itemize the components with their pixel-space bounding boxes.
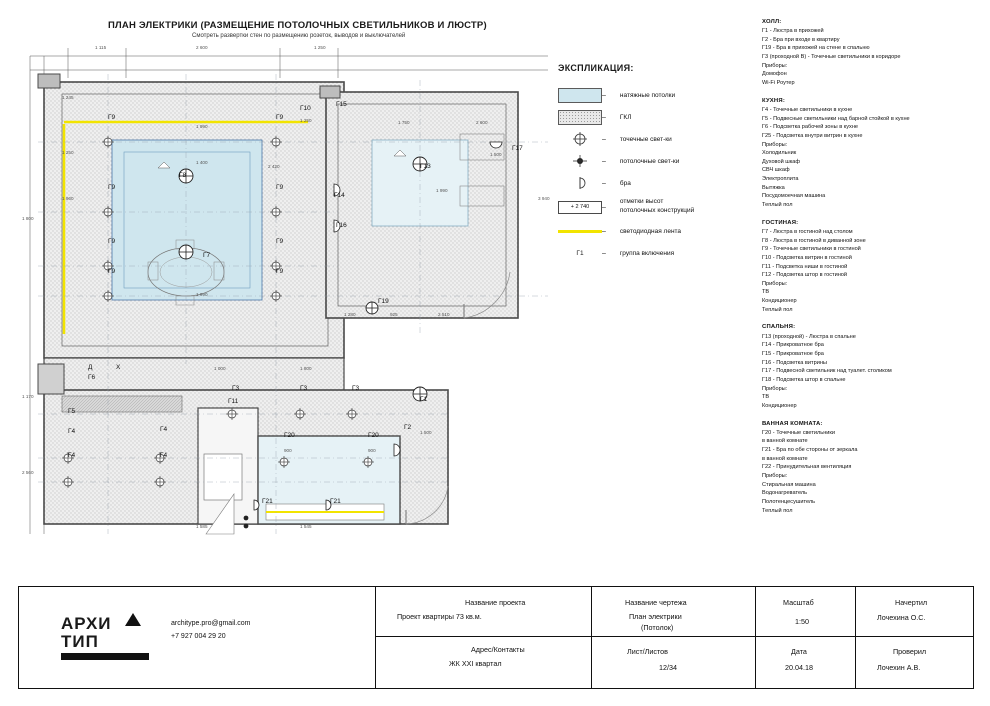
plan-dimension-value: 1 500 bbox=[490, 152, 502, 157]
height-mark-icon bbox=[558, 201, 602, 214]
spec-line: Г22 - Принудительная вентиляция bbox=[762, 464, 852, 471]
spec-line: Г10 - Подсветка витрин в гостиной bbox=[762, 254, 852, 261]
address-label: Адрес/Контакты bbox=[471, 645, 525, 654]
scale-label: Масштаб bbox=[783, 598, 814, 607]
plan-group-label: Г14 bbox=[334, 192, 345, 199]
legend-row-sconce: – бра bbox=[558, 172, 788, 194]
plan-group-label: Г3 bbox=[232, 385, 240, 392]
logo-line-1: АРХИ bbox=[61, 614, 112, 633]
ceiling-light-icon bbox=[558, 155, 602, 168]
drawn-label: Начертил bbox=[895, 598, 928, 607]
spec-line: Теплый пол bbox=[762, 306, 793, 313]
logo-triangle-icon bbox=[125, 613, 141, 626]
stretch-ceiling-swatch-icon bbox=[558, 89, 602, 102]
spec-line: Приборы: bbox=[762, 280, 788, 287]
project-label: Название проекта bbox=[465, 598, 526, 607]
plan-group-label: Г21 bbox=[262, 498, 273, 505]
spec-line: СВЧ шкаф bbox=[762, 167, 790, 174]
checked-value: Лочехин А.В. bbox=[877, 663, 921, 672]
sheets-label: Лист/Листов bbox=[627, 647, 668, 656]
plan-dimension-value: 1 990 bbox=[196, 292, 208, 297]
spec-line: Г2 - Бра при входе в квартиру bbox=[762, 36, 840, 43]
plan-group-label: Г6 bbox=[88, 374, 96, 381]
plan-group-label: Г3 bbox=[352, 385, 360, 392]
spec-line: Г21 - Бра по обе стороны от зеркала bbox=[762, 446, 858, 453]
plan-dimension-value: 2 600 bbox=[476, 120, 488, 125]
group-label-icon bbox=[558, 247, 602, 260]
spec-line: Г20 - Точечные светильники bbox=[762, 429, 835, 436]
plan-group-label: Г9 bbox=[276, 268, 284, 275]
plan-dimension-value: 1 170 bbox=[22, 394, 34, 399]
logo bbox=[41, 601, 151, 671]
plan-dimension-value: 1 400 bbox=[196, 160, 208, 165]
spec-line: Г17 - Подвесной светильник над туалет. столиком bbox=[762, 368, 892, 375]
plan-dimension-value: 1 500 bbox=[420, 430, 432, 435]
plan-dimension-value: 2 420 bbox=[268, 164, 280, 169]
legend-title: ЭКСПЛИКАЦИЯ: bbox=[558, 63, 634, 73]
contact-phone: +7 927 004 29 20 bbox=[171, 633, 226, 641]
spec-section bbox=[762, 323, 988, 410]
plan-group-label: Г2 bbox=[404, 424, 412, 431]
spec-line: Г9 - Точечные светильники в гостиной bbox=[762, 246, 861, 253]
spec-line: Духовой шкаф bbox=[762, 158, 801, 165]
plan-group-label: Г4 bbox=[160, 426, 168, 433]
spec-line: Г5 - Подвесные светильники над барной стойкой в кухне bbox=[762, 115, 910, 122]
sheet-name-value-2: (Потолок) bbox=[641, 623, 674, 632]
spec-line: Г19 - Бра в прихожей на стене в спальню bbox=[762, 45, 870, 52]
spec-line: Г6 - Подсветка рабочей зоны в кухне bbox=[762, 124, 859, 131]
spec-line: Стиральная машина bbox=[762, 481, 816, 488]
spec-line: Г15 - Прикроватное бра bbox=[762, 350, 824, 357]
plan-dimension-value: 3 940 bbox=[538, 196, 550, 201]
spec-line: Г11 - Подсветка ниши в гостиной bbox=[762, 263, 848, 270]
legend-label: отметки высот потолочных конструкций bbox=[619, 198, 695, 214]
plan-dimension-value: 925 bbox=[390, 312, 398, 317]
legend-row-stretch-ceiling: – натяжные потолки bbox=[558, 84, 788, 106]
spec-section-title: КУХНЯ: bbox=[762, 97, 785, 104]
spec-section-title: ВАННАЯ КОМНАТА: bbox=[762, 420, 823, 427]
spec-line: Г18 - Подсветка штор в спальне bbox=[762, 376, 846, 383]
contact-email: architype.pro@gmail.com bbox=[171, 620, 251, 627]
floor-plan bbox=[8, 34, 564, 580]
spec-line: Электроплита bbox=[762, 176, 799, 183]
legend-label: натяжные потолки bbox=[619, 91, 676, 99]
spec-line: Г12 - Подсветка штор в гостиной bbox=[762, 272, 848, 279]
gkl-swatch-icon bbox=[558, 111, 602, 124]
spec-line: Г4 - Точечные светильники в кухне bbox=[762, 106, 853, 113]
plan-dimension-value: 2 560 bbox=[22, 470, 34, 475]
logo-line-2: ТИП bbox=[61, 631, 99, 651]
legend-row-group: Г1 – группа включения bbox=[558, 242, 788, 264]
plan-group-label: Г10 bbox=[300, 105, 311, 112]
plan-dimension-value: 900 bbox=[368, 448, 376, 453]
spec-line: Полотенцесушитель bbox=[762, 498, 816, 505]
spec-line: Водонагреватель bbox=[762, 490, 808, 497]
plan-dimension-value: 2 510 bbox=[438, 312, 450, 317]
plan-group-label: Г9 bbox=[276, 238, 284, 245]
plan-dimension-value: 1 250 bbox=[62, 150, 74, 155]
legend-label: ГКЛ bbox=[619, 113, 632, 121]
spec-line: Приборы: bbox=[762, 141, 788, 148]
plan-group-label: Д bbox=[88, 364, 93, 371]
plan-group-label: Г4 bbox=[68, 428, 76, 435]
plan-dimension-value: 1 750 bbox=[398, 120, 410, 125]
spec-line: Домофон bbox=[762, 71, 787, 78]
plan-dimension-value: 1 280 bbox=[344, 312, 356, 317]
plan-dimension-value: 2 600 bbox=[196, 45, 208, 50]
legend-label: группа включения bbox=[619, 249, 675, 257]
spec-line: Г7 - Люстра в гостиной над столом bbox=[762, 228, 853, 235]
spec-section-title: ХОЛЛ: bbox=[762, 19, 782, 25]
title-block bbox=[18, 586, 974, 689]
plan-dimension-value: 1 000 bbox=[214, 366, 226, 371]
plan-group-label: Г8 bbox=[179, 172, 187, 179]
plan-group-label: Г16 bbox=[336, 222, 347, 229]
plan-dimension-value: 1 245 bbox=[62, 95, 74, 100]
plan-group-label: Г9 bbox=[276, 114, 284, 121]
legend-row-spot-light: – точечные свет-ки bbox=[558, 128, 788, 150]
plan-dimension-value: 1 115 bbox=[95, 45, 107, 50]
legend-row-height-mark: + 2 740 – отметки высот потолочных конструкций bbox=[558, 194, 788, 220]
specification-list bbox=[762, 18, 988, 524]
spec-line: Теплый пол bbox=[762, 202, 793, 209]
spec-line: Кондиционер bbox=[762, 298, 797, 305]
checked-label: Проверил bbox=[893, 647, 927, 656]
plan-group-label: Г20 bbox=[284, 432, 295, 439]
plan-group-label: Г20 bbox=[368, 432, 379, 439]
spec-section bbox=[762, 219, 988, 315]
spec-line: ТВ bbox=[762, 394, 770, 401]
legend-row-gkl: – ГКЛ bbox=[558, 106, 788, 128]
logo-bar-icon bbox=[61, 653, 149, 660]
sheet-name-label: Название чертежа bbox=[625, 598, 687, 607]
spec-section bbox=[762, 97, 988, 210]
plan-dimension-value: 1 250 bbox=[300, 118, 312, 123]
spec-section-title: СПАЛЬНЯ: bbox=[762, 324, 796, 331]
spec-line: Г16 - Подсветка витрины bbox=[762, 359, 827, 366]
sconce-icon bbox=[558, 177, 602, 190]
plan-dimension-value: 1 250 bbox=[314, 45, 326, 50]
spec-line: Холодильник bbox=[762, 150, 797, 157]
legend-row-ceiling-light: – потолочные свет-ки bbox=[558, 150, 788, 172]
scale-value: 1:50 bbox=[795, 617, 809, 626]
plan-group-label: Г7 bbox=[203, 252, 211, 259]
legend-label: потолочные свет-ки bbox=[619, 157, 680, 165]
plan-group-label: Г11 bbox=[228, 398, 239, 405]
spec-line: в ванной комнате bbox=[762, 438, 808, 445]
plan-group-label: Г21 bbox=[330, 498, 341, 505]
height-mark-value: + 2 740 bbox=[558, 201, 602, 214]
group-label-value: Г1 bbox=[576, 249, 584, 257]
spec-line: ТВ bbox=[762, 289, 770, 296]
plan-dimension-value: 1 545 bbox=[300, 524, 312, 529]
spec-section bbox=[762, 420, 988, 516]
plan-group-label: Г15 bbox=[336, 101, 347, 108]
plan-group-label: Г19 bbox=[378, 298, 389, 305]
plan-group-label: Г9 bbox=[108, 268, 116, 275]
legend bbox=[558, 84, 788, 264]
spec-section-title: ГОСТИНАЯ: bbox=[762, 219, 799, 226]
spec-line: Г1 - Люстра в прихожей bbox=[762, 28, 824, 35]
spec-line: Посудомоечная машина bbox=[762, 193, 826, 200]
plan-dimension-value: 1 960 bbox=[62, 196, 74, 201]
plan-group-label: Г13 bbox=[420, 163, 431, 170]
plan-dimension-value: 1 800 bbox=[300, 366, 312, 371]
sheet-name-value-1: План электрики bbox=[629, 612, 682, 621]
spec-line: Г3 (проходной В) - Точечные светильники в коридоре bbox=[762, 54, 901, 61]
spec-line: Приборы: bbox=[762, 62, 788, 69]
legend-label: бра bbox=[619, 179, 631, 187]
plan-group-label: Г1 bbox=[420, 396, 428, 403]
plan-group-label: Г17 bbox=[512, 145, 523, 152]
spec-line: Теплый пол bbox=[762, 507, 793, 514]
plan-group-label: Г5 bbox=[68, 408, 76, 415]
contact-info bbox=[171, 617, 250, 644]
led-strip-swatch-icon bbox=[558, 225, 602, 238]
plan-group-label: Х bbox=[116, 364, 121, 371]
plan-dimension-value: 900 bbox=[284, 448, 292, 453]
spec-line: Приборы: bbox=[762, 472, 788, 479]
plan-dimension-value: 1 585 bbox=[196, 524, 208, 529]
spec-line: Кондиционер bbox=[762, 402, 797, 409]
sheets-value: 12/34 bbox=[659, 663, 677, 672]
spec-line: Г13 (проходной) - Люстра в спальне bbox=[762, 333, 856, 340]
page-subtitle: Смотреть развертки стен по размещению розеток, выводов и выключателей bbox=[192, 33, 406, 39]
plan-group-label: Г4 bbox=[68, 452, 76, 459]
plan-dimension-value: 1 990 bbox=[196, 124, 208, 129]
legend-label: светодиодная лента bbox=[619, 227, 682, 235]
project-value: Проект квартиры 73 кв.м. bbox=[397, 612, 482, 621]
plan-group-label: Г9 bbox=[108, 184, 116, 191]
plan-dimension-value: 1 990 bbox=[436, 188, 448, 193]
plan-group-label: Г9 bbox=[108, 238, 116, 245]
spec-line: в ванной комнате bbox=[762, 455, 808, 462]
plan-group-label: Г3 bbox=[300, 385, 308, 392]
legend-row-led-strip: – светодиодная лента bbox=[558, 220, 788, 242]
spot-light-icon bbox=[558, 133, 602, 146]
plan-group-label: Г9 bbox=[276, 184, 284, 191]
plan-dimension-value: 1 800 bbox=[22, 216, 34, 221]
page-title: ПЛАН ЭЛЕКТРИКИ (РАЗМЕЩЕНИЕ ПОТОЛОЧНЫХ СВЕТИЛЬНИКОВ И ЛЮСТР) bbox=[108, 20, 487, 31]
drawn-value: Лочехина О.С. bbox=[877, 613, 926, 622]
spec-line: Г25 - Подсветка внутри витрин в кухне bbox=[762, 132, 863, 139]
spec-section bbox=[762, 18, 988, 88]
plan-group-label: Г4 bbox=[160, 452, 168, 459]
legend-label: точечные свет-ки bbox=[619, 135, 672, 143]
spec-line: Приборы: bbox=[762, 385, 788, 392]
date-label: Дата bbox=[791, 647, 807, 656]
spec-line: Wi-Fi Роутер bbox=[762, 80, 795, 87]
spec-line: Г8 - Люстра в гостиной в диванной зоне bbox=[762, 237, 866, 244]
address-value: ЖК XXI квартал bbox=[449, 659, 502, 668]
spec-line: Вытяжка bbox=[762, 184, 785, 191]
spec-line: Г14 - Прикроватное бра bbox=[762, 342, 824, 349]
plan-group-label: Г9 bbox=[108, 114, 116, 121]
date-value: 20.04.18 bbox=[785, 663, 813, 672]
